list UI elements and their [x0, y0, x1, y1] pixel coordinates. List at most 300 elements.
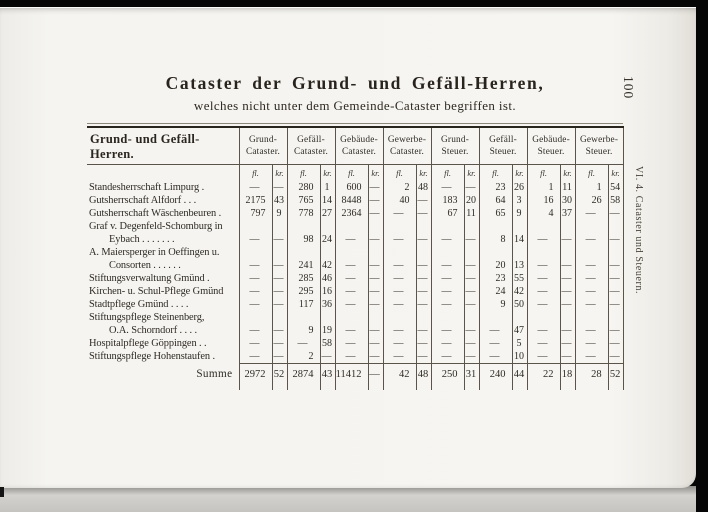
value-cell: —: [431, 350, 464, 364]
value-cell: 5: [512, 337, 527, 350]
value-cell: [239, 220, 272, 233]
value-cell: 3: [512, 194, 527, 207]
value-cell: 11: [560, 181, 575, 194]
unit-header-fl: fl.: [479, 165, 512, 182]
value-cell: —: [575, 324, 608, 337]
value-cell: —: [383, 350, 416, 364]
sum-value-cell: 250: [431, 364, 464, 385]
column-group-header: Gefäll-Cataster.: [287, 127, 335, 165]
value-cell: [368, 311, 383, 324]
value-cell: —: [335, 272, 368, 285]
column-group-header: Gewerbe-Steuer.: [575, 127, 623, 165]
value-cell: 55: [512, 272, 527, 285]
value-cell: [368, 246, 383, 259]
value-cell: —: [431, 285, 464, 298]
column-group-header: Gebäude-Cataster.: [335, 127, 383, 165]
value-cell: 24: [479, 285, 512, 298]
rule-stub-row: [87, 384, 623, 390]
row-label: Stiftungspflege Steinenberg,: [89, 312, 205, 323]
value-cell: —: [383, 285, 416, 298]
value-cell: —: [368, 272, 383, 285]
value-cell: [368, 220, 383, 233]
sum-value-cell: 31: [464, 364, 479, 385]
value-cell: —: [527, 233, 560, 246]
value-cell: —: [368, 181, 383, 194]
value-cell: —: [575, 337, 608, 350]
value-cell: —: [416, 350, 431, 364]
value-cell: [383, 220, 416, 233]
value-cell: 26: [512, 181, 527, 194]
header-row-groups: [87, 127, 623, 165]
value-cell: —: [287, 337, 320, 350]
stub-cell: [272, 384, 287, 390]
value-cell: 280: [287, 181, 320, 194]
value-cell: —: [239, 233, 272, 246]
value-cell: —: [608, 272, 623, 285]
value-cell: 36: [320, 298, 335, 311]
value-cell: —: [527, 350, 560, 364]
table-row: [87, 259, 623, 272]
value-cell: 46: [320, 272, 335, 285]
value-cell: [479, 220, 512, 233]
value-cell: —: [575, 350, 608, 364]
value-cell: —: [527, 337, 560, 350]
value-cell: 19: [320, 324, 335, 337]
value-cell: 98: [287, 233, 320, 246]
value-cell: —: [272, 259, 287, 272]
value-cell: 1: [575, 181, 608, 194]
value-cell: —: [239, 181, 272, 194]
table-row: [87, 337, 623, 350]
value-cell: —: [272, 298, 287, 311]
value-cell: —: [608, 207, 623, 220]
row-label: Hospitalpflege Göppingen . .: [89, 338, 207, 349]
sum-value-cell: 11412: [335, 364, 368, 385]
value-cell: 600: [335, 181, 368, 194]
value-cell: —: [527, 285, 560, 298]
sum-value-cell: —: [368, 364, 383, 385]
stub-cell: [575, 384, 608, 390]
value-cell: 20: [464, 194, 479, 207]
value-cell: [416, 311, 431, 324]
value-cell: 64: [479, 194, 512, 207]
header-row-units: [87, 165, 623, 182]
value-cell: [560, 220, 575, 233]
value-cell: —: [431, 181, 464, 194]
unit-header-kr: kr.: [416, 165, 431, 182]
value-cell: [239, 246, 272, 259]
value-cell: 8: [479, 233, 512, 246]
value-cell: —: [479, 337, 512, 350]
value-cell: —: [272, 324, 287, 337]
value-cell: [608, 311, 623, 324]
value-cell: 1: [527, 181, 560, 194]
table-row: [87, 246, 623, 259]
unit-header-fl: fl.: [383, 165, 416, 182]
value-cell: —: [431, 324, 464, 337]
value-cell: [464, 311, 479, 324]
value-cell: —: [383, 207, 416, 220]
sum-value-cell: 2972: [239, 364, 272, 385]
value-cell: —: [383, 233, 416, 246]
value-cell: —: [527, 259, 560, 272]
value-cell: —: [479, 324, 512, 337]
unit-header-fl: fl.: [335, 165, 368, 182]
value-cell: —: [368, 194, 383, 207]
unit-header-kr: kr.: [560, 165, 575, 182]
value-cell: [335, 311, 368, 324]
stub-cell: [431, 384, 464, 390]
sum-value-cell: 22: [527, 364, 560, 385]
stub-cell: [239, 384, 272, 390]
unit-header-kr: kr.: [272, 165, 287, 182]
value-cell: —: [431, 298, 464, 311]
table-head: [87, 127, 623, 181]
value-cell: 2364: [335, 207, 368, 220]
unit-header-fl: fl.: [287, 165, 320, 182]
value-cell: 16: [527, 194, 560, 207]
value-cell: 778: [287, 207, 320, 220]
stub-cell: [320, 384, 335, 390]
unit-header-fl: fl.: [575, 165, 608, 182]
cataster-table: [87, 126, 624, 390]
value-cell: [272, 246, 287, 259]
value-cell: [560, 311, 575, 324]
column-group-header: Gefäll-Steuer.: [479, 127, 527, 165]
value-cell: —: [368, 298, 383, 311]
value-cell: 2: [383, 181, 416, 194]
value-cell: —: [416, 324, 431, 337]
value-cell: [575, 220, 608, 233]
value-cell: 58: [320, 337, 335, 350]
column-group-header: Gewerbe-Cataster.: [383, 127, 431, 165]
value-cell: —: [335, 324, 368, 337]
value-cell: —: [239, 272, 272, 285]
value-cell: [479, 311, 512, 324]
sum-value-cell: 48: [416, 364, 431, 385]
value-cell: 4: [527, 207, 560, 220]
value-cell: —: [575, 207, 608, 220]
value-cell: —: [239, 259, 272, 272]
stub-cell: [464, 384, 479, 390]
margin-section-note: VI. 4. Cataster und Steuern.: [633, 166, 644, 295]
stub-cell: [87, 384, 239, 390]
value-cell: [272, 311, 287, 324]
value-cell: —: [575, 298, 608, 311]
row-label: Consorten . . . . . .: [109, 260, 181, 271]
value-cell: [416, 220, 431, 233]
value-cell: [431, 311, 464, 324]
value-cell: —: [416, 337, 431, 350]
table-row: [87, 194, 623, 207]
value-cell: 2175: [239, 194, 272, 207]
value-cell: 295: [287, 285, 320, 298]
stub-cell: [479, 384, 512, 390]
value-cell: —: [416, 233, 431, 246]
value-cell: —: [272, 350, 287, 364]
value-cell: [464, 246, 479, 259]
unit-header-kr: kr.: [320, 165, 335, 182]
table-row: [87, 350, 623, 364]
sum-label: Summe: [196, 367, 233, 380]
value-cell: [464, 220, 479, 233]
value-cell: 9: [479, 298, 512, 311]
value-cell: —: [239, 285, 272, 298]
value-cell: —: [560, 259, 575, 272]
table-row: [87, 285, 623, 298]
sum-value-cell: 18: [560, 364, 575, 385]
value-cell: —: [575, 259, 608, 272]
value-cell: [287, 220, 320, 233]
value-cell: —: [368, 259, 383, 272]
value-cell: —: [431, 259, 464, 272]
value-cell: 797: [239, 207, 272, 220]
value-cell: —: [239, 324, 272, 337]
value-cell: 8448: [335, 194, 368, 207]
table-row: [87, 324, 623, 337]
value-cell: —: [464, 298, 479, 311]
stub-cell: [287, 384, 320, 390]
value-cell: [272, 220, 287, 233]
value-cell: —: [560, 350, 575, 364]
value-cell: [560, 246, 575, 259]
stub-cell: [512, 384, 527, 390]
page-number: 100: [621, 76, 636, 100]
value-cell: [575, 246, 608, 259]
unit-header-kr: kr.: [512, 165, 527, 182]
sum-value-cell: 2874: [287, 364, 320, 385]
row-label: Gutsherrschaft Alfdorf . . .: [89, 195, 197, 206]
value-cell: 20: [479, 259, 512, 272]
value-cell: 47: [512, 324, 527, 337]
stub-cell: [608, 384, 623, 390]
value-cell: —: [368, 233, 383, 246]
value-cell: —: [383, 298, 416, 311]
unit-header-fl: fl.: [527, 165, 560, 182]
value-cell: 241: [287, 259, 320, 272]
value-cell: 14: [512, 233, 527, 246]
unit-header-kr: kr.: [368, 165, 383, 182]
value-cell: —: [464, 285, 479, 298]
value-cell: [527, 311, 560, 324]
value-cell: —: [335, 298, 368, 311]
table-row: [87, 181, 623, 194]
value-cell: 42: [512, 285, 527, 298]
value-cell: —: [575, 285, 608, 298]
value-cell: 23: [479, 181, 512, 194]
value-cell: —: [575, 272, 608, 285]
value-cell: [320, 311, 335, 324]
value-cell: 765: [287, 194, 320, 207]
value-cell: —: [383, 324, 416, 337]
table-row: [87, 298, 623, 311]
row-label: Stiftungsverwaltung Gmünd .: [89, 273, 210, 284]
value-cell: —: [239, 298, 272, 311]
table-row: [87, 311, 623, 324]
value-cell: 1: [320, 181, 335, 194]
sum-value-cell: 42: [383, 364, 416, 385]
unit-header-fl: fl.: [239, 165, 272, 182]
stub-cell: [416, 384, 431, 390]
value-cell: 43: [272, 194, 287, 207]
page-title: Cataster der Grund- und Gefäll-Herren,: [165, 73, 545, 93]
value-cell: —: [368, 324, 383, 337]
value-cell: —: [527, 324, 560, 337]
value-cell: [527, 246, 560, 259]
value-cell: [431, 246, 464, 259]
value-cell: —: [239, 337, 272, 350]
value-cell: 9: [272, 207, 287, 220]
stub-cell: [335, 384, 368, 390]
value-cell: —: [479, 350, 512, 364]
table-top-rule: [87, 123, 623, 124]
value-cell: —: [464, 272, 479, 285]
value-cell: 16: [320, 285, 335, 298]
value-cell: [479, 246, 512, 259]
value-cell: —: [368, 350, 383, 364]
value-cell: 58: [608, 194, 623, 207]
value-cell: [335, 220, 368, 233]
row-label: Kirchen- u. Schul-Pflege Gmünd: [89, 286, 224, 297]
page-subtitle: welches nicht unter dem Gemeinde-Cataster begriffen ist.: [193, 98, 517, 113]
value-cell: —: [368, 337, 383, 350]
value-cell: —: [464, 337, 479, 350]
sum-value-cell: 44: [512, 364, 527, 385]
value-cell: [608, 246, 623, 259]
row-label: Stiftungspflege Hohenstaufen .: [89, 351, 215, 363]
table-row: [87, 207, 623, 220]
value-cell: [527, 220, 560, 233]
column-group-header: Grund-Cataster.: [239, 127, 287, 165]
column-group-header: Grund-Steuer.: [431, 127, 479, 165]
value-cell: 26: [575, 194, 608, 207]
value-cell: —: [608, 324, 623, 337]
value-cell: —: [431, 337, 464, 350]
stub-cell: [560, 384, 575, 390]
stub-cell: [368, 384, 383, 390]
value-cell: 11: [464, 207, 479, 220]
value-cell: —: [431, 233, 464, 246]
value-cell: 54: [608, 181, 623, 194]
value-cell: —: [416, 194, 431, 207]
value-cell: —: [368, 207, 383, 220]
value-cell: [287, 311, 320, 324]
value-cell: —: [320, 350, 335, 364]
value-cell: —: [527, 298, 560, 311]
value-cell: —: [560, 324, 575, 337]
value-cell: —: [383, 272, 416, 285]
sum-value-cell: 28: [575, 364, 608, 385]
value-cell: —: [608, 259, 623, 272]
value-cell: [416, 246, 431, 259]
unit-header-fl: fl.: [431, 165, 464, 182]
stub-cell: [527, 384, 560, 390]
value-cell: 10: [512, 350, 527, 364]
value-cell: [383, 246, 416, 259]
value-cell: —: [560, 285, 575, 298]
value-cell: —: [464, 181, 479, 194]
value-cell: —: [464, 350, 479, 364]
value-cell: 30: [560, 194, 575, 207]
value-cell: —: [416, 259, 431, 272]
value-cell: —: [560, 298, 575, 311]
value-cell: —: [335, 337, 368, 350]
value-cell: —: [272, 233, 287, 246]
row-label: Eybach . . . . . . .: [109, 234, 175, 245]
value-cell: 9: [287, 324, 320, 337]
value-cell: —: [335, 350, 368, 364]
value-cell: [608, 220, 623, 233]
table-body: [87, 181, 623, 364]
value-cell: —: [239, 350, 272, 364]
value-cell: 24: [320, 233, 335, 246]
table-row: [87, 233, 623, 246]
row-label: Stadtpflege Gmünd . . . .: [89, 299, 189, 310]
value-cell: 42: [320, 259, 335, 272]
table-row: [87, 220, 623, 233]
value-cell: —: [272, 272, 287, 285]
value-cell: —: [335, 233, 368, 246]
value-cell: [512, 311, 527, 324]
value-cell: [335, 246, 368, 259]
sum-value-cell: 43: [320, 364, 335, 385]
value-cell: —: [416, 285, 431, 298]
value-cell: 2: [287, 350, 320, 364]
value-cell: 13: [512, 259, 527, 272]
value-cell: 50: [512, 298, 527, 311]
value-cell: [239, 311, 272, 324]
value-cell: —: [560, 233, 575, 246]
value-cell: 65: [479, 207, 512, 220]
value-cell: 37: [560, 207, 575, 220]
value-cell: —: [416, 272, 431, 285]
value-cell: 117: [287, 298, 320, 311]
stub-cell: [383, 384, 416, 390]
sum-value-cell: 52: [608, 364, 623, 385]
value-cell: —: [416, 207, 431, 220]
value-cell: —: [272, 285, 287, 298]
value-cell: —: [464, 259, 479, 272]
value-cell: —: [368, 285, 383, 298]
value-cell: —: [383, 259, 416, 272]
table-foot: [87, 364, 623, 391]
value-cell: 40: [383, 194, 416, 207]
value-cell: 48: [416, 181, 431, 194]
value-cell: —: [464, 233, 479, 246]
value-cell: —: [560, 337, 575, 350]
table-row: [87, 272, 623, 285]
value-cell: 14: [320, 194, 335, 207]
value-cell: —: [608, 350, 623, 364]
value-cell: [431, 220, 464, 233]
sum-value-cell: 240: [479, 364, 512, 385]
value-cell: [512, 246, 527, 259]
value-cell: —: [383, 337, 416, 350]
value-cell: —: [560, 272, 575, 285]
sum-value-cell: 52: [272, 364, 287, 385]
value-cell: —: [575, 233, 608, 246]
value-cell: [383, 311, 416, 324]
value-cell: 27: [320, 207, 335, 220]
value-cell: 9: [512, 207, 527, 220]
column-header-spacer: [87, 165, 239, 182]
value-cell: —: [416, 298, 431, 311]
value-cell: 67: [431, 207, 464, 220]
value-cell: —: [608, 337, 623, 350]
value-cell: [512, 220, 527, 233]
value-cell: —: [335, 259, 368, 272]
row-label: Gutsherrschaft Wäschenbeuren .: [89, 208, 222, 219]
